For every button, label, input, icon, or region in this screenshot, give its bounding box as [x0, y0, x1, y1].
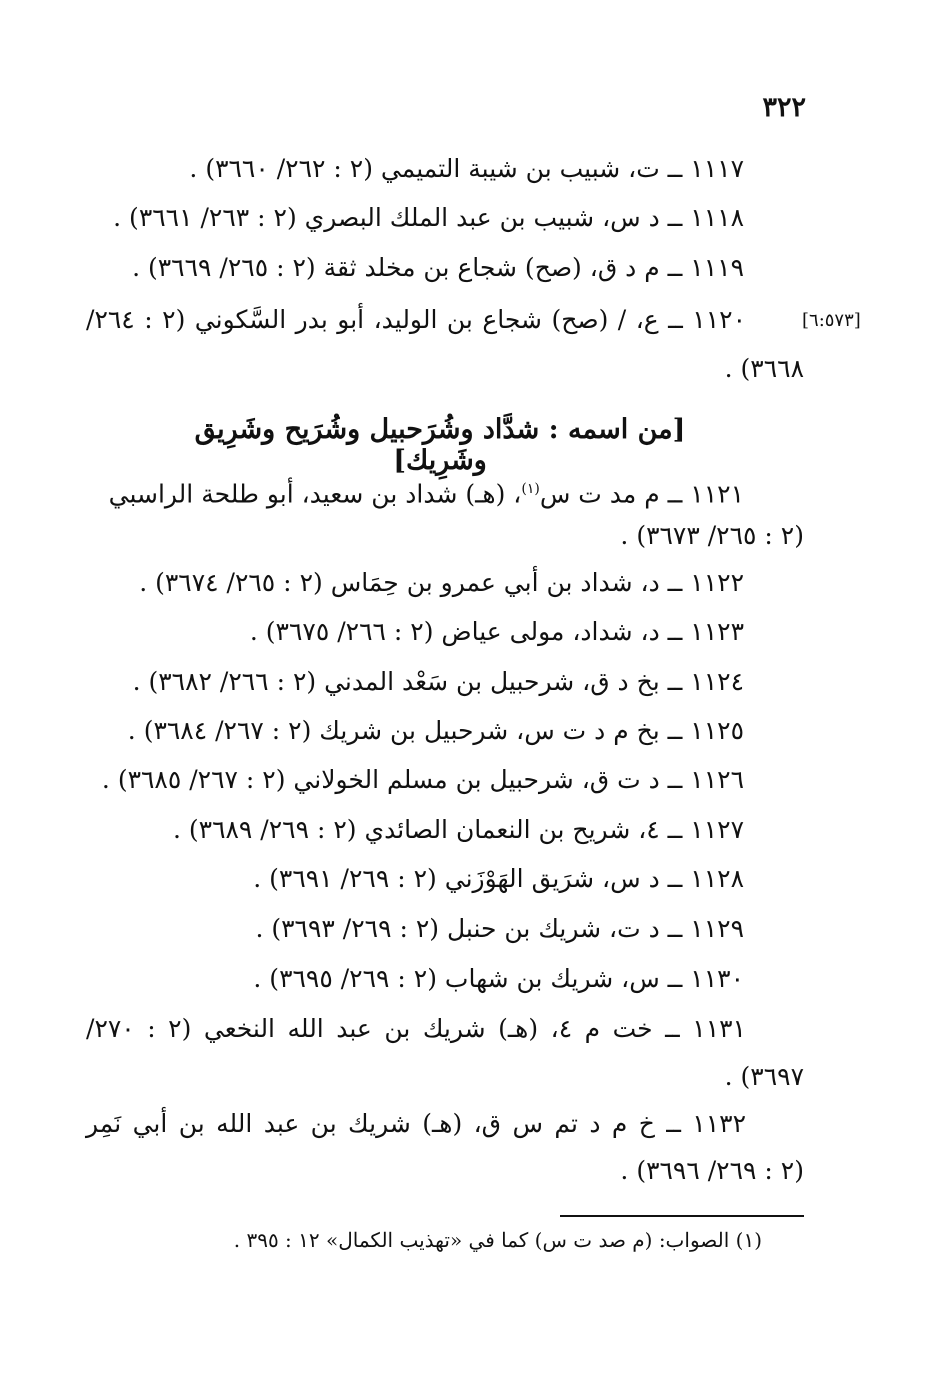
entry-1128: ١١٢٨ ــ د س، شرَيق الهَوْزَني (٢ : ٢٦٩/ ٣٦٩١) .	[253, 864, 744, 893]
page-number: ٣٢٢	[762, 92, 806, 123]
entry-1130: ١١٣٠ ــ س، شريك بن شهاب (٢ : ٢٦٩/ ٣٦٩٥) .	[253, 964, 744, 993]
entry-1124: ١١٢٤ ــ بخ د ق، شرحبيل بن سَعْد المدني (٢ : ٢٦٦/ ٣٦٨٢) .	[132, 667, 744, 696]
footnote-separator	[560, 1215, 804, 1217]
entry-1123: ١١٢٣ ــ د، شداد، مولى عياض (٢ : ٢٦٦/ ٣٦٧٥) .	[249, 617, 744, 646]
entry-1118: ١١١٨ ــ د س، شبيب بن عبد الملك البصري (٢ : ٢٦٣/ ٣٦٦١) .	[113, 203, 744, 232]
entry-1120-continuation: ٣٦٦٨) .	[724, 354, 804, 383]
entry-1125: ١١٢٥ ــ بخ م د ت س، شرحبيل بن شريك (٢ : ٢٦٧/ ٣٦٨٤) .	[127, 716, 744, 745]
entry-1122: ١١٢٢ ــ د، شداد بن أبي عمرو بن حِمَاس (٢ : ٢٦٥/ ٣٦٧٤) .	[139, 568, 744, 597]
entry-1126: ١١٢٦ ــ د ت ق، شرحبيل بن مسلم الخولاني (٢ : ٢٦٧/ ٣٦٨٥) .	[101, 765, 744, 794]
entry-1129: ١١٢٩ ــ د ت، شريك بن حنبل (٢ : ٢٦٩/ ٣٦٩٣) .	[255, 914, 744, 943]
entry-1120: ١١٢٠ ــ ع، / (صح) شجاع بن الوليد، أبو بدر السَّكوني (٢ : ٢٦٤/	[86, 305, 747, 334]
entry-1121-part-2: ، (هـ) شداد بن سعيد، أبو طلحة الراسبي	[108, 479, 522, 509]
entry-1119: ١١١٩ ــ م د ق، (صح) شجاع بن مخلد ثقة (٢ : ٢٦٥/ ٣٦٦٩) .	[132, 253, 744, 282]
entry-1121-part-1: ١١٢١ ــ م مد ت س	[539, 479, 744, 509]
entry-1121-continuation: (٢ : ٢٦٥/ ٣٦٧٣) .	[620, 521, 804, 550]
margin-reference: [٦:٥٧٣]	[802, 310, 861, 331]
entry-1127: ١١٢٧ ــ ٤، شريح بن النعمان الصائدي (٢ : ٢٦٩/ ٣٦٨٩) .	[172, 815, 744, 844]
entry-1132: ١١٣٢ ــ خ م د تم س ق، (هـ) شريك بن عبد الله بن أبي نَمِر	[86, 1109, 746, 1138]
section-heading: [من اسمه : شدَّاد وشُرَحبيل وشُرَيح وشَرِيق وشَرِيك]	[194, 414, 686, 476]
footnote: (١) الصواب: (م صد ت س) كما في «تهذيب الكمال» ١٢ : ٣٩٥ .	[233, 1228, 762, 1252]
footnote-marker: (١)	[521, 481, 540, 497]
entry-1131: ١١٣١ ــ خت م ٤، (هـ) شريك بن عبد الله النخعي (٢ : ٢٧٠/	[86, 1014, 746, 1043]
entry-1121	[109, 472, 744, 511]
entry-1131-continuation: ٣٦٩٧) .	[724, 1062, 804, 1091]
entry-1132-continuation: (٢ : ٢٦٩/ ٣٦٩٦) .	[620, 1156, 804, 1185]
entry-1117: ١١١٧ ــ ت، شبيب بن شيبة التميمي (٢ : ٢٦٢/ ٣٦٦٠) .	[189, 154, 744, 183]
